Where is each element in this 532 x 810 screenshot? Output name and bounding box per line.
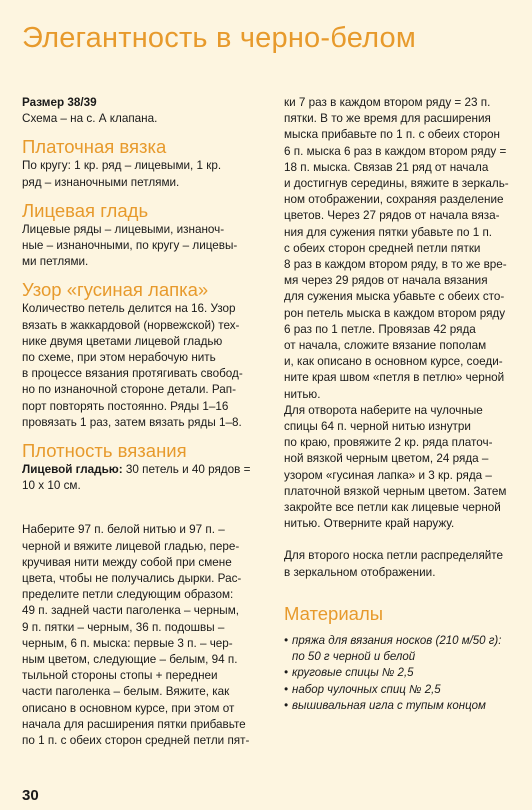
text-line: ные – изнаночными, по кругу – лицевы- xyxy=(22,239,238,253)
text-line: но по изнаночной стороне детали. Рап- xyxy=(22,383,237,397)
text-line: ния для сужения пятки убавьте по 1 п. xyxy=(284,225,493,239)
list-item: • вышивальная игла с тупым концом xyxy=(284,698,520,714)
text-line: 6 раз по 1 петле. Провязав 42 ряда xyxy=(284,322,476,336)
text-line: Количество петель делится на 16. Узор xyxy=(22,302,236,316)
left-column xyxy=(22,95,272,749)
text-line: спицы 64 п. черной нитью изнутри xyxy=(284,420,471,434)
text-line: Для отворота наберите на чулочные xyxy=(284,403,483,417)
text-line: пятки. В то же время для расширения xyxy=(284,112,491,126)
text-line: 8 раз в каждом втором ряду, в то же вре- xyxy=(284,258,507,272)
text-line: по 1 п. с обеих сторон средней петли пят- xyxy=(22,734,250,748)
text-line: провязать 1 раз, затем вязать ряды 1–8. xyxy=(22,415,242,429)
heading-platoch: Платочная вязка xyxy=(22,136,167,158)
text-line: закройте все петли как лицевые черной xyxy=(284,501,501,515)
list-item: • пряжа для вязания носков (210 м/50 г): xyxy=(284,633,520,649)
text-line: Для второго носка петли распределяйте xyxy=(284,549,504,563)
text-line: ным цветом, следующие – белым, 94 п. xyxy=(22,653,238,667)
text-line: порт повторять постоянно. Ряды 1–16 xyxy=(22,399,229,413)
text-line: рон петель мыска в каждом втором ряду xyxy=(284,306,506,320)
scheme-note: Схема – на с. А клапана. xyxy=(22,112,158,126)
size-label: Размер 38/39 xyxy=(22,96,97,109)
text-line: нитью. Отверните край наружу. xyxy=(284,517,455,531)
text-line: кручивая нити между собой при смене xyxy=(22,555,232,569)
list-item: • круговые спицы № 2,5 xyxy=(284,665,520,681)
text-line: в процессе вязания протягивать свобод- xyxy=(22,367,243,381)
text-line: 10 х 10 см. xyxy=(22,479,81,493)
text-line: ном отображении, сохраняя разделение xyxy=(284,193,504,207)
text-line: вязать в жаккардовой (норвежской) тех- xyxy=(22,318,240,332)
text-line: от начала, сложите вязание пополам xyxy=(284,339,487,353)
page-number: 30 xyxy=(22,787,39,804)
list-item: • набор чулочных спиц № 2,5 xyxy=(284,682,520,698)
list-item: по 50 г черной и белой xyxy=(292,651,416,664)
text-line: для сужения мыска убавьте с обеих сто- xyxy=(284,290,505,304)
heading-gladj: Лицевая гладь xyxy=(22,199,149,221)
text-line: мя через 29 рядов от начала вязания xyxy=(284,274,488,288)
text-line: тыльной стороны стопы + переднеи xyxy=(22,669,218,683)
text-line: пределите петли следующим образом: xyxy=(22,588,234,602)
text-line: черной и вяжите лицевой гладью, пере- xyxy=(22,539,240,553)
text-line: Лицевые ряды – лицевыми, изнаноч- xyxy=(22,222,225,236)
text-line xyxy=(22,462,272,478)
text-line: узором «гусиная лапка» и 3 кр. ряда – xyxy=(284,468,492,482)
text-line: нике двумя цветами лицевой гладью xyxy=(22,334,223,348)
text-line: описано в основном курсе, при этом от xyxy=(22,701,235,715)
text-line: с обеих сторон средней петли пятки xyxy=(284,241,481,255)
text-line: ните края швом «петля в петлю» черной xyxy=(284,371,505,385)
heading-plotn: Плотность вязания xyxy=(22,440,187,462)
text-line: цвета, чтобы не получались дырки. Рас- xyxy=(22,572,242,586)
plotn-bold: Лицевой гладью: xyxy=(22,463,123,477)
materials-title: Материалы xyxy=(284,602,384,624)
text-line: Наберите 97 п. белой нитью и 97 п. – xyxy=(22,523,225,537)
text-line: ми петлями. xyxy=(22,255,89,269)
text-line: черным, 6 п. мыска: первые 3 п. – чер- xyxy=(22,636,233,650)
text-line: цветов. Через 27 рядов от начала вяза- xyxy=(284,209,500,223)
text-line: по схеме, при этом нерабочую нить xyxy=(22,351,216,365)
text-line: 9 п. пятки – черным, 36 п. подошвы – xyxy=(22,620,225,634)
text-line: По кругу: 1 кр. ряд – лицевыми, 1 кр. xyxy=(22,159,222,173)
heading-uzor: Узор «гусиная лапка» xyxy=(22,279,209,301)
text-line: и, как описано в основном курсе, соеди- xyxy=(284,355,503,369)
text-line: начала для расширения пятки прибавьте xyxy=(22,717,246,731)
text-line: части паголенка – белым. Вяжите, как xyxy=(22,685,230,699)
right-column xyxy=(284,95,520,714)
text-line: мыска прибавьте по 1 п. с обеих сторон xyxy=(284,128,500,142)
text-line: платочной вязкой черным цветом. Затем xyxy=(284,484,507,498)
page-title: Элегантность в черно-белом xyxy=(22,22,416,54)
text-line: нитью. xyxy=(284,387,321,401)
plotn-rest: 30 петель и 40 рядов = xyxy=(122,463,251,477)
text-line: 6 п. мыска 6 раз в каждом втором ряду = xyxy=(284,144,507,158)
text-line: по краю, провяжите 2 кр. ряда платоч- xyxy=(284,436,493,450)
text-line: в зеркальном отображении. xyxy=(284,565,436,579)
text-line: и достигнув середины, вяжите в зеркаль- xyxy=(284,177,509,191)
text-line: ной вязкой черным цветом, 24 ряда – xyxy=(284,452,489,466)
text-line: 18 п. мыска. Связав 21 ряд от начала xyxy=(284,160,489,174)
materials-list xyxy=(284,633,520,714)
text-line: ряд – изнаночными петлями. xyxy=(22,175,180,189)
text-line: 49 п. задней части паголенка – черным, xyxy=(22,604,239,618)
text-line: ки 7 раз в каждом втором ряду = 23 п. xyxy=(284,96,491,109)
